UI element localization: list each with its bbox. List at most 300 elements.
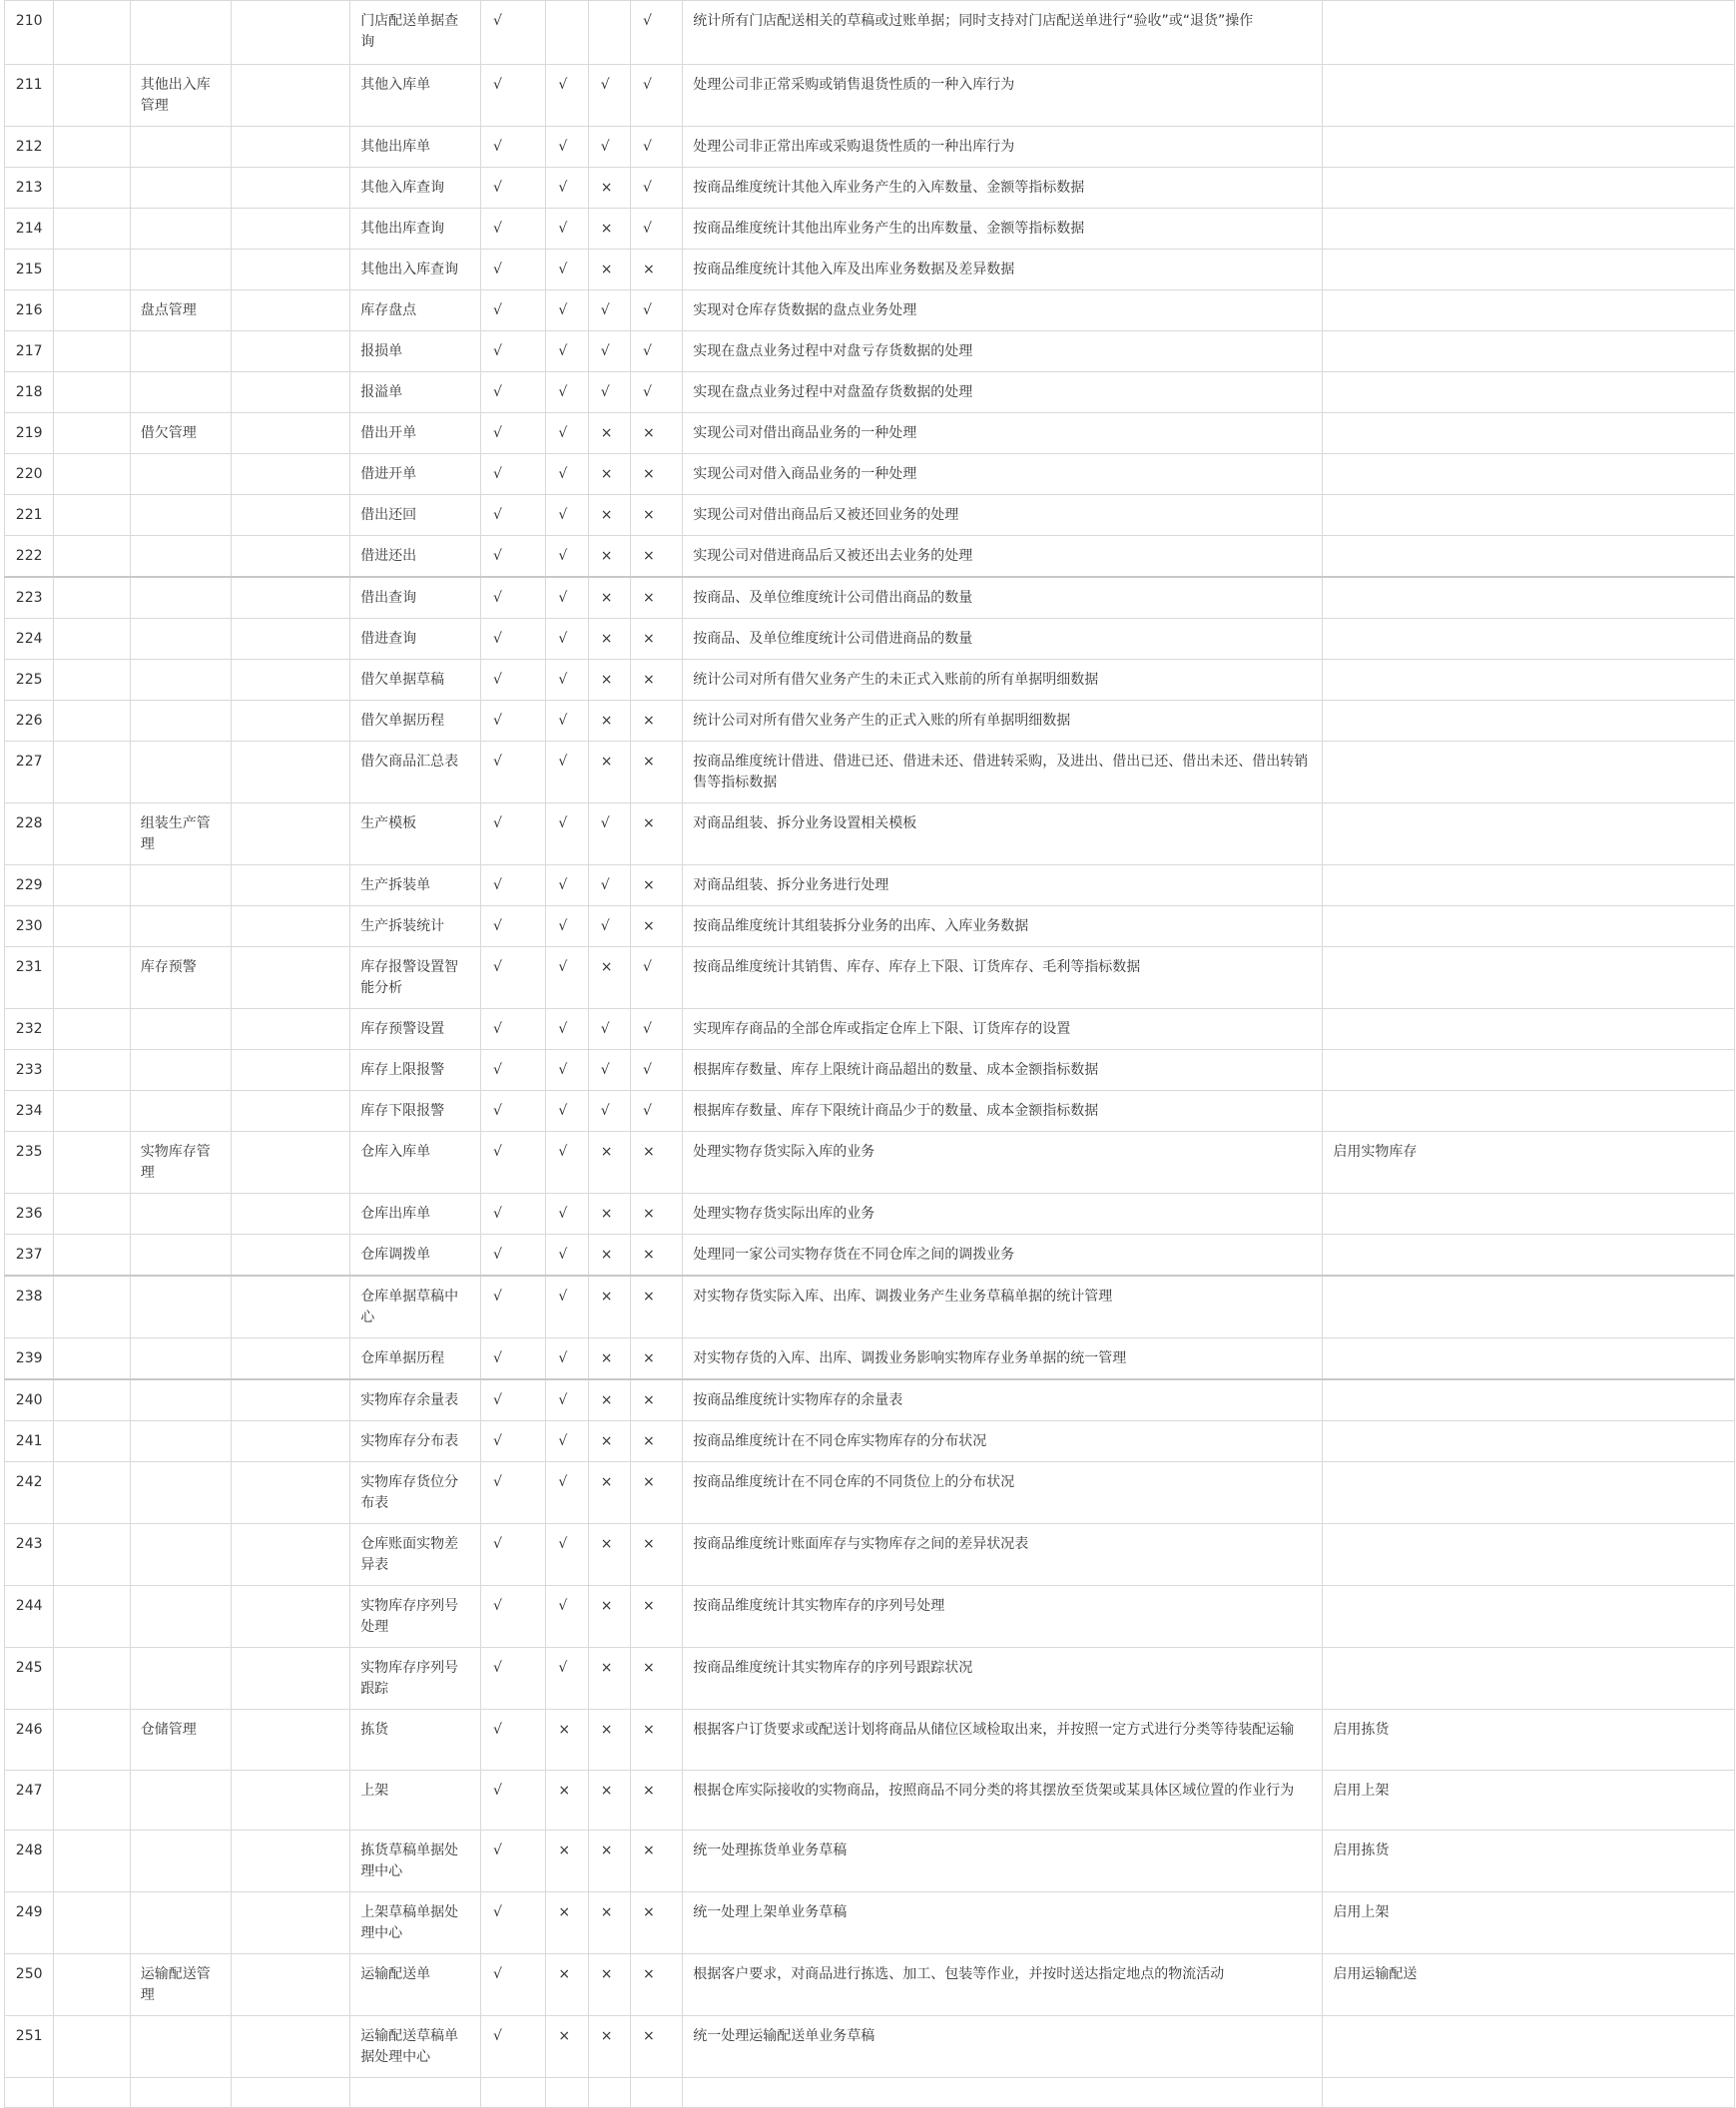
module-group-cell [130, 1586, 232, 1648]
blank-cell [232, 1524, 350, 1586]
blank-cell [54, 65, 130, 127]
blank-cell [54, 660, 130, 701]
edition-1-mark-cell: √ [481, 1462, 546, 1524]
note-cell [1323, 577, 1735, 619]
blank-cell [54, 2016, 130, 2078]
edition-4-mark-cell: × [630, 413, 682, 454]
edition-1-mark-cell: √ [481, 1954, 546, 2016]
description-cell: 实现公司对借出商品业务的一种处理 [683, 413, 1323, 454]
table-row [5, 1421, 1735, 1462]
edition-1-mark-cell: √ [481, 1892, 546, 1954]
blank-cell [54, 742, 130, 803]
module-group-cell: 实物库存管理 [130, 1132, 232, 1194]
table-row [5, 947, 1735, 1009]
note-cell [1323, 1276, 1735, 1338]
edition-3-mark-cell: × [588, 947, 630, 1009]
module-group-cell: 仓储管理 [130, 1710, 232, 1771]
function-name-cell: 拣货草稿单据处理中心 [350, 1831, 481, 1892]
note-cell [1323, 2078, 1735, 2108]
note-cell [1323, 372, 1735, 413]
module-group-cell: 库存预警 [130, 947, 232, 1009]
edition-2-mark-cell: × [546, 1710, 588, 1771]
edition-3-mark-cell: × [588, 1954, 630, 2016]
note-cell [1323, 454, 1735, 495]
function-name-cell: 仓库出库单 [350, 1194, 481, 1235]
table-row [5, 1132, 1735, 1194]
function-name-cell: 运输配送单 [350, 1954, 481, 2016]
blank-cell [232, 1, 350, 65]
edition-3-mark-cell: × [588, 1831, 630, 1892]
module-group-cell [130, 1050, 232, 1091]
edition-2-mark-cell: √ [546, 1648, 588, 1710]
row-number-cell: 248 [5, 1831, 54, 1892]
description-cell: 统一处理运输配送单业务草稿 [683, 2016, 1323, 2078]
table-row [5, 1586, 1735, 1648]
module-group-cell [130, 1, 232, 65]
table-row [5, 1892, 1735, 1954]
table-row [5, 65, 1735, 127]
edition-2-mark-cell: √ [546, 1338, 588, 1380]
row-number-cell: 235 [5, 1132, 54, 1194]
blank-cell [232, 2016, 350, 2078]
module-group-cell [130, 536, 232, 578]
edition-4-mark-cell: × [630, 1648, 682, 1710]
module-group-cell [130, 742, 232, 803]
edition-4-mark-cell: × [630, 250, 682, 290]
blank-cell [54, 1, 130, 65]
edition-3-mark-cell: × [588, 1421, 630, 1462]
function-name-cell: 报损单 [350, 331, 481, 372]
blank-cell [54, 1648, 130, 1710]
blank-cell [232, 701, 350, 742]
edition-3-mark-cell: × [588, 1524, 630, 1586]
module-group-cell [130, 209, 232, 250]
function-name-cell: 实物库存货位分布表 [350, 1462, 481, 1524]
function-name-cell: 仓库入库单 [350, 1132, 481, 1194]
blank-cell [232, 619, 350, 660]
blank-cell [54, 372, 130, 413]
blank-cell [54, 168, 130, 209]
edition-4-mark-cell: × [630, 1421, 682, 1462]
row-number-cell: 245 [5, 1648, 54, 1710]
table-row [5, 250, 1735, 290]
table-row [5, 1524, 1735, 1586]
note-cell [1323, 947, 1735, 1009]
function-name-cell [350, 2078, 481, 2108]
edition-1-mark-cell: √ [481, 1091, 546, 1132]
module-group-cell [130, 1276, 232, 1338]
description-cell: 实现在盘点业务过程中对盘盈存货数据的处理 [683, 372, 1323, 413]
row-number-cell: 242 [5, 1462, 54, 1524]
note-cell [1323, 1050, 1735, 1091]
row-number-cell: 218 [5, 372, 54, 413]
row-number-cell: 236 [5, 1194, 54, 1235]
note-cell [1323, 1235, 1735, 1277]
edition-4-mark-cell: √ [630, 290, 682, 331]
module-group-cell [130, 865, 232, 906]
edition-4-mark-cell: √ [630, 1050, 682, 1091]
edition-2-mark-cell: √ [546, 168, 588, 209]
function-name-cell: 库存盘点 [350, 290, 481, 331]
module-group-cell [130, 660, 232, 701]
edition-1-mark-cell: √ [481, 536, 546, 578]
blank-cell [54, 947, 130, 1009]
edition-3-mark-cell: × [588, 495, 630, 536]
function-name-cell: 借欠商品汇总表 [350, 742, 481, 803]
blank-cell [232, 495, 350, 536]
note-cell [1323, 619, 1735, 660]
note-cell [1323, 250, 1735, 290]
module-group-cell [130, 127, 232, 168]
edition-2-mark-cell: × [546, 1954, 588, 2016]
description-cell: 按商品维度统计其他出库业务产生的出库数量、金额等指标数据 [683, 209, 1323, 250]
blank-cell [54, 1954, 130, 2016]
edition-3-mark-cell: × [588, 1586, 630, 1648]
blank-cell [54, 1235, 130, 1277]
blank-cell [54, 209, 130, 250]
note-cell [1323, 701, 1735, 742]
blank-cell [54, 1421, 130, 1462]
blank-cell [232, 577, 350, 619]
note-cell [1323, 1194, 1735, 1235]
table-row [5, 413, 1735, 454]
blank-cell [54, 1831, 130, 1892]
description-cell: 根据仓库实际接收的实物商品，按照商品不同分类的将其摆放至货架或某具体区域位置的作业行为 [683, 1771, 1323, 1831]
table-row [5, 2078, 1735, 2108]
edition-3-mark-cell: √ [588, 290, 630, 331]
table-row [5, 1194, 1735, 1235]
edition-3-mark-cell [588, 1, 630, 65]
module-group-cell [130, 906, 232, 947]
edition-4-mark-cell: × [630, 1235, 682, 1277]
module-group-cell [130, 577, 232, 619]
module-group-cell [130, 454, 232, 495]
note-cell [1323, 1379, 1735, 1421]
edition-4-mark-cell: √ [630, 1, 682, 65]
edition-3-mark-cell: √ [588, 127, 630, 168]
table-row [5, 1235, 1735, 1277]
row-number-cell: 221 [5, 495, 54, 536]
function-name-cell: 借欠单据草稿 [350, 660, 481, 701]
description-cell: 按商品维度统计实物库存的余量表 [683, 1379, 1323, 1421]
row-number-cell: 232 [5, 1009, 54, 1050]
edition-3-mark-cell: × [588, 209, 630, 250]
edition-1-mark-cell: √ [481, 1524, 546, 1586]
edition-2-mark-cell: √ [546, 1586, 588, 1648]
description-cell: 按商品维度统计其销售、库存、库存上下限、订货库存、毛利等指标数据 [683, 947, 1323, 1009]
edition-4-mark-cell: × [630, 1892, 682, 1954]
edition-3-mark-cell [588, 2078, 630, 2108]
edition-1-mark-cell: √ [481, 947, 546, 1009]
edition-1-mark-cell: √ [481, 1, 546, 65]
description-cell: 按商品维度统计其他入库业务产生的入库数量、金额等指标数据 [683, 168, 1323, 209]
edition-4-mark-cell: √ [630, 127, 682, 168]
edition-4-mark-cell: √ [630, 209, 682, 250]
blank-cell [232, 127, 350, 168]
note-cell: 启用实物库存 [1323, 1132, 1735, 1194]
edition-2-mark-cell: √ [546, 209, 588, 250]
description-cell: 实现公司对借出商品后又被还回业务的处理 [683, 495, 1323, 536]
description-cell: 处理实物存货实际入库的业务 [683, 1132, 1323, 1194]
edition-1-mark-cell: √ [481, 1132, 546, 1194]
function-name-cell: 上架草稿单据处理中心 [350, 1892, 481, 1954]
edition-4-mark-cell: × [630, 536, 682, 578]
blank-cell [232, 209, 350, 250]
table-row [5, 495, 1735, 536]
description-cell: 按商品维度统计在不同仓库的不同货位上的分布状况 [683, 1462, 1323, 1524]
edition-2-mark-cell [546, 2078, 588, 2108]
blank-cell [232, 290, 350, 331]
module-group-cell: 运输配送管理 [130, 1954, 232, 2016]
table-row [5, 1831, 1735, 1892]
blank-cell [232, 331, 350, 372]
edition-2-mark-cell: × [546, 1771, 588, 1831]
module-group-cell [130, 1892, 232, 1954]
function-name-cell: 库存下限报警 [350, 1091, 481, 1132]
blank-cell [232, 1009, 350, 1050]
module-group-cell [130, 372, 232, 413]
table-row [5, 660, 1735, 701]
edition-2-mark-cell: √ [546, 127, 588, 168]
table-row [5, 1050, 1735, 1091]
edition-1-mark-cell: √ [481, 2016, 546, 2078]
feature-table [4, 0, 1735, 2108]
description-cell: 统一处理拣货单业务草稿 [683, 1831, 1323, 1892]
edition-1-mark-cell: √ [481, 413, 546, 454]
blank-cell [232, 1831, 350, 1892]
table-row [5, 1462, 1735, 1524]
function-name-cell: 生产拆装单 [350, 865, 481, 906]
blank-cell [54, 1276, 130, 1338]
edition-1-mark-cell: √ [481, 803, 546, 865]
description-cell: 根据客户订货要求或配送计划将商品从储位区域检取出来，并按照一定方式进行分类等待装配运输 [683, 1710, 1323, 1771]
edition-1-mark-cell: √ [481, 250, 546, 290]
note-cell [1323, 1, 1735, 65]
description-cell: 实现在盘点业务过程中对盘亏存货数据的处理 [683, 331, 1323, 372]
blank-cell [232, 947, 350, 1009]
blank-cell [54, 536, 130, 578]
row-number-cell: 214 [5, 209, 54, 250]
edition-1-mark-cell: √ [481, 1586, 546, 1648]
blank-cell [54, 1050, 130, 1091]
table-row [5, 619, 1735, 660]
table-row [5, 701, 1735, 742]
blank-cell [232, 660, 350, 701]
description-cell: 处理实物存货实际出库的业务 [683, 1194, 1323, 1235]
description-cell: 实现公司对借进商品后又被还出去业务的处理 [683, 536, 1323, 578]
note-cell: 启用上架 [1323, 1771, 1735, 1831]
function-name-cell: 其他入库查询 [350, 168, 481, 209]
edition-2-mark-cell: × [546, 1831, 588, 1892]
edition-1-mark-cell: √ [481, 290, 546, 331]
row-number-cell: 228 [5, 803, 54, 865]
edition-1-mark-cell: √ [481, 1235, 546, 1277]
function-name-cell: 仓库调拨单 [350, 1235, 481, 1277]
edition-2-mark-cell: √ [546, 803, 588, 865]
function-name-cell: 借出开单 [350, 413, 481, 454]
blank-cell [232, 1132, 350, 1194]
description-cell: 按商品维度统计借进、借进已还、借进未还、借进转采购，及进出、借出已还、借出未还、借出转销售等指标数据 [683, 742, 1323, 803]
description-cell: 实现公司对借入商品业务的一种处理 [683, 454, 1323, 495]
edition-3-mark-cell: × [588, 2016, 630, 2078]
function-name-cell: 拣货 [350, 1710, 481, 1771]
edition-2-mark-cell: √ [546, 495, 588, 536]
blank-cell [54, 1379, 130, 1421]
note-cell [1323, 1009, 1735, 1050]
edition-3-mark-cell: √ [588, 803, 630, 865]
table-row [5, 372, 1735, 413]
blank-cell [54, 290, 130, 331]
note-cell [1323, 865, 1735, 906]
note-cell [1323, 1338, 1735, 1380]
edition-3-mark-cell: × [588, 250, 630, 290]
row-number-cell: 240 [5, 1379, 54, 1421]
table-row [5, 906, 1735, 947]
edition-2-mark-cell: √ [546, 413, 588, 454]
function-name-cell: 库存预警设置 [350, 1009, 481, 1050]
table-row [5, 1276, 1735, 1338]
blank-cell [232, 1235, 350, 1277]
module-group-cell [130, 1831, 232, 1892]
module-group-cell [130, 2016, 232, 2078]
row-number-cell: 215 [5, 250, 54, 290]
edition-1-mark-cell: √ [481, 1379, 546, 1421]
module-group-cell [130, 495, 232, 536]
edition-4-mark-cell: × [630, 619, 682, 660]
table-row [5, 803, 1735, 865]
edition-4-mark-cell: × [630, 2016, 682, 2078]
blank-cell [54, 1194, 130, 1235]
edition-1-mark-cell: √ [481, 906, 546, 947]
note-cell: 启用拣货 [1323, 1710, 1735, 1771]
edition-4-mark-cell: × [630, 865, 682, 906]
table-row [5, 331, 1735, 372]
edition-4-mark-cell: √ [630, 65, 682, 127]
edition-3-mark-cell: × [588, 1710, 630, 1771]
description-cell: 按商品维度统计其实物库存的序列号处理 [683, 1586, 1323, 1648]
edition-2-mark-cell: √ [546, 1276, 588, 1338]
blank-cell [232, 1462, 350, 1524]
note-cell [1323, 495, 1735, 536]
module-group-cell: 盘点管理 [130, 290, 232, 331]
blank-cell [232, 1050, 350, 1091]
edition-3-mark-cell: × [588, 742, 630, 803]
description-cell: 统计所有门店配送相关的草稿或过账单据；同时支持对门店配送单进行“验收”或“退货”操作 [683, 1, 1323, 65]
function-name-cell: 其他出入库查询 [350, 250, 481, 290]
edition-4-mark-cell: × [630, 1132, 682, 1194]
edition-4-mark-cell: × [630, 495, 682, 536]
blank-cell [54, 1586, 130, 1648]
function-name-cell: 借欠单据历程 [350, 701, 481, 742]
edition-4-mark-cell [630, 2078, 682, 2108]
edition-2-mark-cell: √ [546, 454, 588, 495]
edition-3-mark-cell: × [588, 577, 630, 619]
edition-2-mark-cell: √ [546, 250, 588, 290]
row-number-cell: 223 [5, 577, 54, 619]
edition-4-mark-cell: × [630, 1831, 682, 1892]
row-number-cell: 251 [5, 2016, 54, 2078]
edition-2-mark-cell: √ [546, 331, 588, 372]
note-cell: 启用运输配送 [1323, 1954, 1735, 2016]
table-row [5, 2016, 1735, 2078]
edition-3-mark-cell: √ [588, 1009, 630, 1050]
description-cell: 处理公司非正常采购或销售退货性质的一种入库行为 [683, 65, 1323, 127]
table-row [5, 1, 1735, 65]
edition-1-mark-cell: √ [481, 1710, 546, 1771]
row-number-cell: 213 [5, 168, 54, 209]
function-name-cell: 实物库存分布表 [350, 1421, 481, 1462]
edition-1-mark-cell: √ [481, 127, 546, 168]
edition-2-mark-cell: √ [546, 1421, 588, 1462]
function-name-cell: 生产拆装统计 [350, 906, 481, 947]
blank-cell [54, 1771, 130, 1831]
edition-1-mark-cell: √ [481, 619, 546, 660]
table-row [5, 1710, 1735, 1771]
description-cell: 实现库存商品的全部仓库或指定仓库上下限、订货库存的设置 [683, 1009, 1323, 1050]
description-cell: 对商品组装、拆分业务设置相关模板 [683, 803, 1323, 865]
note-cell [1323, 168, 1735, 209]
description-cell: 根据库存数量、库存下限统计商品少于的数量、成本金额指标数据 [683, 1091, 1323, 1132]
note-cell [1323, 1462, 1735, 1524]
description-cell: 对商品组装、拆分业务进行处理 [683, 865, 1323, 906]
edition-3-mark-cell: × [588, 1276, 630, 1338]
row-number-cell: 210 [5, 1, 54, 65]
edition-2-mark-cell: √ [546, 372, 588, 413]
edition-4-mark-cell: × [630, 1771, 682, 1831]
row-number-cell: 229 [5, 865, 54, 906]
row-number-cell: 244 [5, 1586, 54, 1648]
table-row [5, 127, 1735, 168]
description-cell: 处理公司非正常出库或采购退货性质的一种出库行为 [683, 127, 1323, 168]
edition-1-mark-cell: √ [481, 701, 546, 742]
blank-cell [232, 1710, 350, 1771]
note-cell [1323, 413, 1735, 454]
edition-3-mark-cell: × [588, 1132, 630, 1194]
blank-cell [232, 1648, 350, 1710]
row-number-cell: 241 [5, 1421, 54, 1462]
function-name-cell: 仓库单据历程 [350, 1338, 481, 1380]
edition-4-mark-cell: √ [630, 331, 682, 372]
blank-cell [232, 1194, 350, 1235]
edition-3-mark-cell: × [588, 1194, 630, 1235]
note-cell [1323, 1648, 1735, 1710]
table-body [5, 1, 1735, 2108]
blank-cell [54, 1009, 130, 1050]
edition-3-mark-cell: × [588, 1379, 630, 1421]
row-number-cell: 211 [5, 65, 54, 127]
table-row [5, 1091, 1735, 1132]
edition-1-mark-cell: √ [481, 742, 546, 803]
edition-1-mark-cell: √ [481, 577, 546, 619]
edition-2-mark-cell: √ [546, 1194, 588, 1235]
edition-1-mark-cell: √ [481, 1831, 546, 1892]
edition-1-mark-cell: √ [481, 209, 546, 250]
blank-cell [54, 331, 130, 372]
edition-3-mark-cell: × [588, 1235, 630, 1277]
edition-1-mark-cell: √ [481, 168, 546, 209]
module-group-cell [130, 2078, 232, 2108]
module-group-cell [130, 1009, 232, 1050]
edition-4-mark-cell: × [630, 906, 682, 947]
module-group-cell [130, 1421, 232, 1462]
table-row [5, 577, 1735, 619]
blank-cell [54, 1524, 130, 1586]
table-row [5, 1648, 1735, 1710]
function-name-cell: 上架 [350, 1771, 481, 1831]
edition-2-mark-cell [546, 1, 588, 65]
description-cell: 统计公司对所有借欠业务产生的正式入账的所有单据明细数据 [683, 701, 1323, 742]
blank-cell [232, 2078, 350, 2108]
